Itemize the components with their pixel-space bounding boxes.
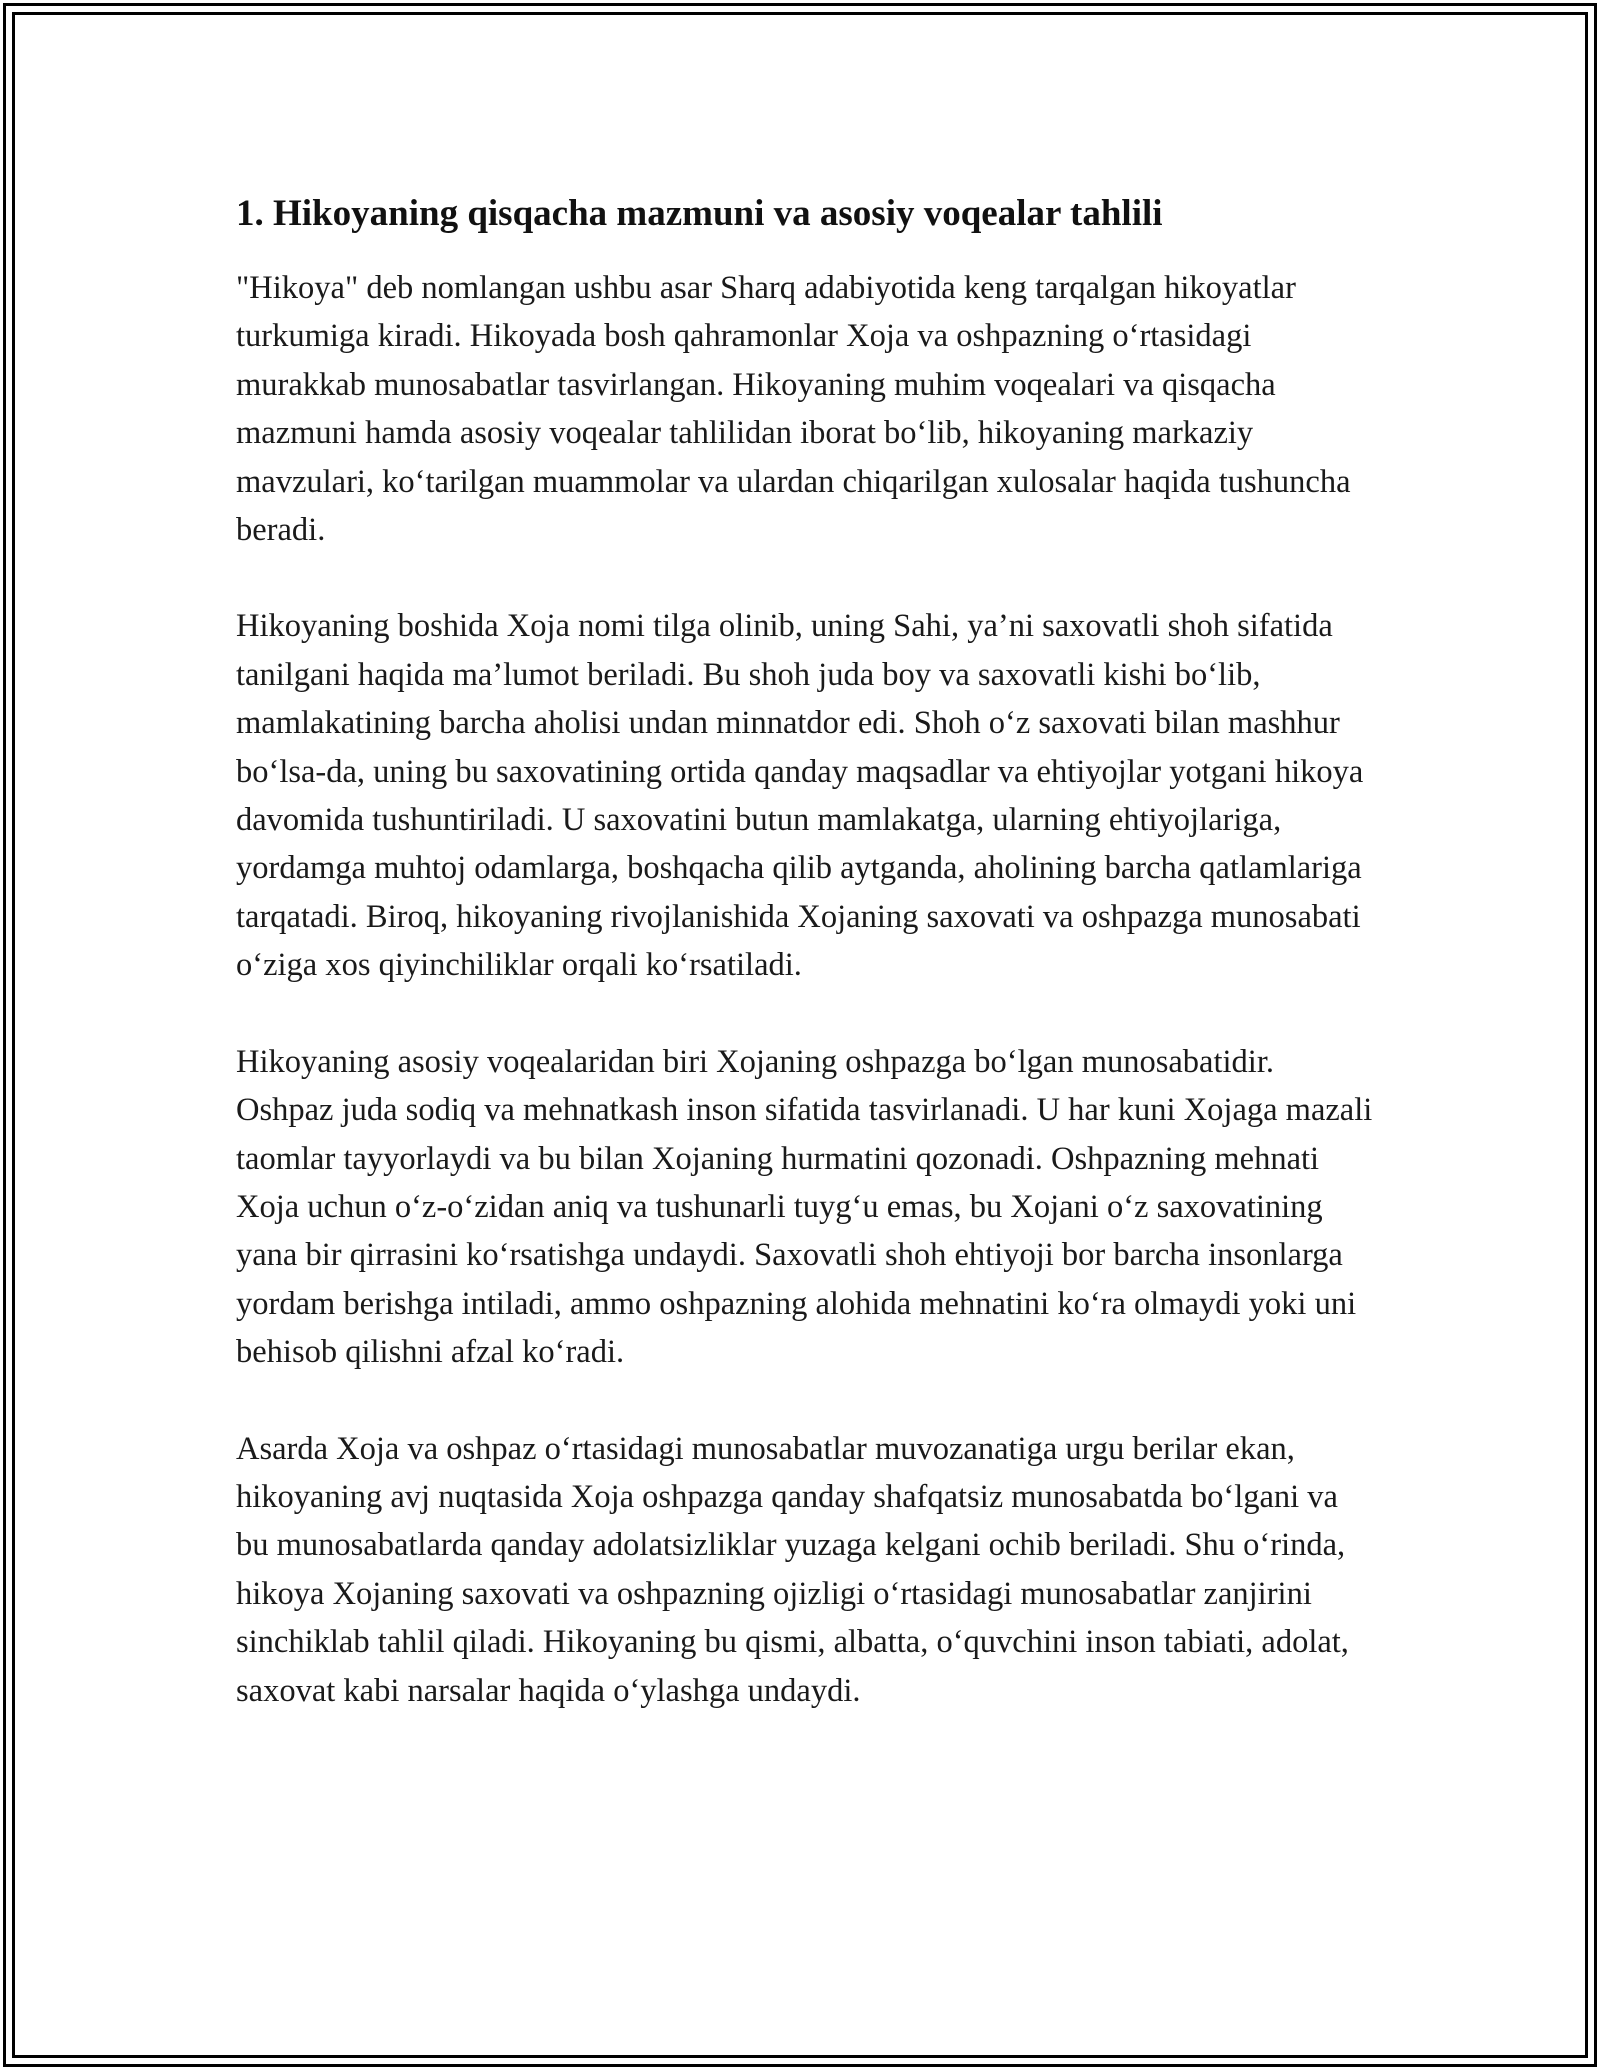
section-heading: 1. Hikoyaning qisqacha mazmuni va asosiy voqealar tahlili (236, 193, 1163, 234)
document-body (236, 186, 1376, 1763)
paragraph-cook-relationship: Hikoyaning asosiy voqealaridan biri Xojaning oshpazga bo‘lgan munosabatidir. Oshpaz juda sodiq va mehnatkash inson sifatida tasvirlanadi. U har kuni Xojaga mazali taomlar tayyorlaydi va bu bilan Xojaning hurmatini qozonadi. Oshpazning mehnati Xoja uchun o‘z-o‘zidan aniq va tushunarli tuyg‘u emas, bu Xojani o‘z saxovatining yana bir qirrasini ko‘rsatishga undaydi. Saxovatli shoh ehtiyoji bor barcha insonlarga yordam berishga intiladi, ammo oshpazning alohida mehnatini ko‘ra olmaydi yoki uni behisob qilishni afzal ko‘radi. (236, 1043, 1373, 1371)
paragraph-climax-analysis: Asarda Xoja va oshpaz o‘rtasidagi munosabatlar muvozanatiga urgu berilar ekan, hikoyaning avj nuqtasida Xoja oshpazga qanday shafqatsiz munosabatda bo‘lgani va bu munosabatlarda qanday adolatsizliklar yuzaga kelgani ochib beriladi. Shu o‘rinda, hikoya Xojaning saxovati va oshpazning ojizligi o‘rtasidagi munosabatlar zanjirini sinchiklab tahlil qiladi. Hikoyaning bu qismi, albatta, o‘quvchini inson tabiati, adolat, saxovat kabi narsalar haqida o‘ylashga undaydi. (236, 1430, 1349, 1709)
paragraph-xoja-generosity: Hikoyaning boshida Xoja nomi tilga olinib, uning Sahi, ya’ni saxovatli shoh sifatida tanilgani haqida ma’lumot beriladi. Bu shoh juda boy va saxovatli kishi bo‘lib, mamlakatining barcha aholisi undan minnatdor edi. Shoh o‘z saxovati bilan mashhur bo‘lsa-da, uning bu saxovatining ortida qanday maqsadlar va ehtiyojlar yotgani hikoya davomida tushuntiriladi. U saxovatini butun mamlakatga, ularning ehtiyojlariga, yordamga muhtoj odamlarga, boshqacha qilib aytganda, aholining barcha qatlamlariga tarqatadi. Biroq, hikoyaning rivojlanishida Xojaning saxovati va oshpazga munosabati o‘ziga xos qiyinchiliklar orqali ko‘rsatiladi. (236, 608, 1364, 984)
paragraph-introduction: "Hikoya" deb nomlangan ushbu asar Sharq adabiyotida keng tarqalgan hikoyatlar turkumiga kiradi. Hikoyada bosh qahramonlar Xoja va oshpazning o‘rtasidagi murakkab munosabatlar tasvirlangan. Hikoyaning muhim voqealari va qisqacha mazmuni hamda asosiy voqealar tahlilidan iborat bo‘lib, hikoyaning markaziy mavzulari, ko‘tarilgan muammolar va ulardan chiqarilgan xulosalar haqida tushuncha beradi. (236, 270, 1351, 549)
